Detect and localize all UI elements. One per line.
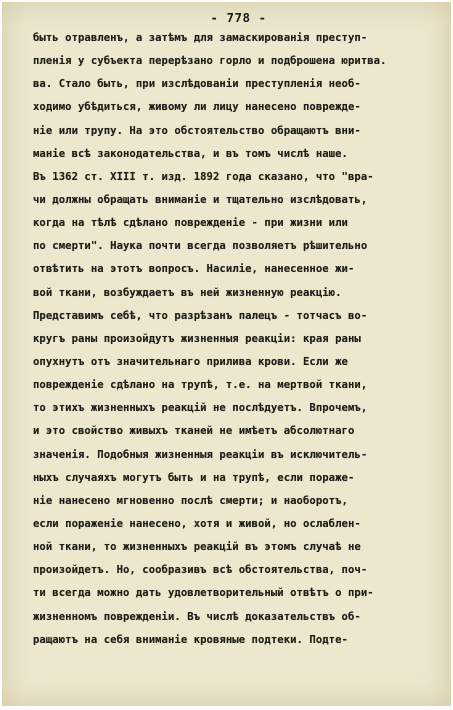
text-line: то этихъ жизненныхъ реакцій не послѣдуетъ. Впрочемъ,	[33, 402, 368, 415]
text-line: ніе нанесено мгновенно послѣ смерти; и наоборотъ,	[33, 494, 348, 507]
text-line: вой ткани, возбуждаетъ въ ней жизненную реакцію.	[33, 286, 342, 299]
text-line: быть отравленъ, а затѣмъ для замаскированія преступ-	[33, 32, 368, 44]
text-line: отвѣтить на этотъ вопросъ. Насиліе, нанесенное жи-	[33, 263, 355, 276]
page-number: - 778 -	[210, 10, 267, 25]
text-line: ва. Стало быть, при изслѣдованіи преступленія необ-	[33, 78, 361, 91]
text-line: ти всегда можно дать удовлетворительный отвѣтъ о при-	[33, 587, 374, 600]
text-line: Въ 1362 ст. XIII т. изд. 1892 года сказано, что "вра-	[33, 170, 374, 183]
text-line: маніе всѣ законодательства, и въ томъ числѣ наше.	[33, 147, 348, 160]
text-line: ныхъ случаяхъ могутъ быть и на трупѣ, если пораже-	[33, 471, 355, 484]
text-line: поврежденіе сдѣлано на трупѣ, т.е. на мертвой ткани,	[33, 379, 368, 392]
document-page	[2, 2, 451, 706]
text-line: и это свойство живыхъ тканей не имѣетъ абсолютнаго	[33, 425, 355, 438]
text-line: значенія. Подобныя жизненныя реакціи въ исключитель-	[33, 448, 368, 461]
text-line: жизненномъ поврежденіи. Въ числѣ доказательствъ об-	[33, 610, 361, 623]
body-text	[33, 27, 445, 652]
text-line: кругъ раны произойдутъ жизненныя реакціи: края раны	[33, 332, 361, 345]
text-line: опухнутъ отъ значительнаго прилива крови. Если же	[33, 355, 348, 368]
text-line: Представимъ себѣ, что разрѣзанъ палецъ - тотчасъ во-	[33, 309, 368, 322]
text-line: пленія у субъекта перерѣзано горло и подброшена юритва.	[33, 55, 387, 68]
text-line: если пораженіе нанесено, хотя и живой, но ослаблен-	[33, 517, 361, 530]
text-line: произойдетъ. Но, сообразивъ всѣ обстоятельства, поч-	[33, 564, 368, 577]
text-line: чи должны обращать вниманіе и тщательно изслѣдовать,	[33, 193, 368, 206]
text-line: ной ткани, то жизненныхъ реакцій въ этомъ случаѣ не	[33, 541, 361, 554]
text-line: ращаютъ на себя вниманіе кровяные подтеки. Подте-	[33, 633, 348, 646]
text-line: ніе или трупу. На это обстоятельство обращаютъ вни-	[33, 124, 361, 137]
text-line: когда на тѣлѣ сдѣлано поврежденіе - при жизни или	[33, 217, 348, 230]
text-line: ходимо убѣдиться, живому ли лицу нанесено поврежде-	[33, 101, 361, 114]
text-line: по смерти". Наука почти всегда позволяетъ рѣшительно	[33, 240, 368, 253]
